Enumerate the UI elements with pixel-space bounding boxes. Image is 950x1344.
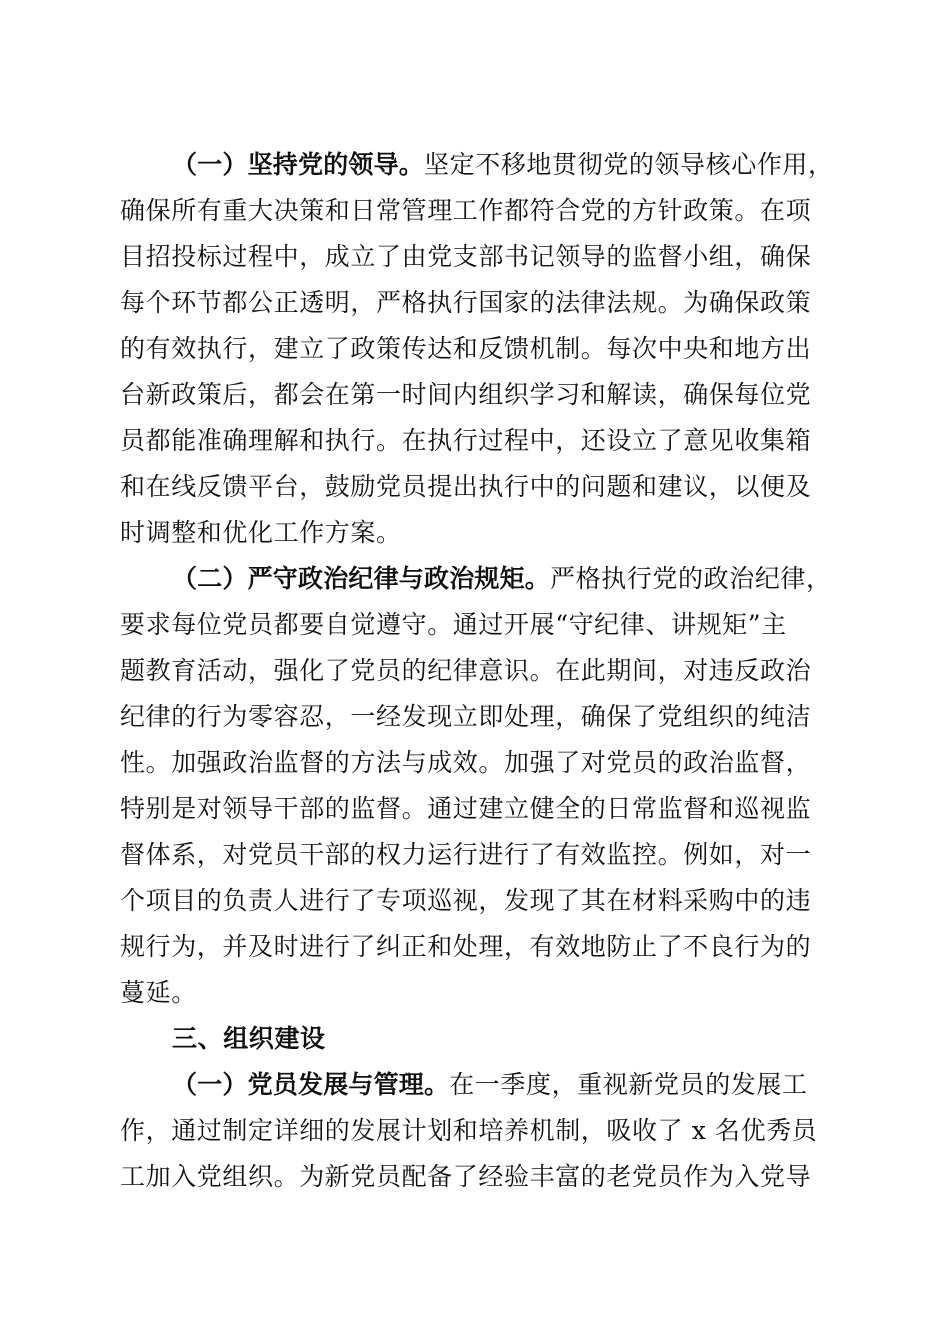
paragraph-line: 每个环节都公正透明，严格执行国家的法律法规。为确保政策 — [120, 288, 812, 317]
paragraph-line — [172, 150, 834, 180]
paragraph-line: 时调整和优化工作方案。 — [120, 518, 402, 547]
paragraph-title: （二）严守政治纪律与政治规矩。 — [172, 564, 551, 593]
paragraph-line — [172, 564, 832, 594]
paragraph-line: 个项目的负责人进行了专项巡视，发现了其在材料采购中的违 — [120, 886, 812, 915]
paragraph-line: 员都能准确理解和执行。在执行过程中，还设立了意见收集箱 — [120, 426, 812, 455]
paragraph-line: 台新政策后，都会在第一时间内组织学习和解读，确保每位党 — [120, 380, 812, 409]
paragraph-line: 督体系，对党员干部的权力运行进行了有效监控。例如，对一 — [120, 840, 812, 869]
paragraph-line: 蔓延。 — [120, 978, 197, 1007]
paragraph-line — [172, 1070, 808, 1100]
paragraph-line: 确保所有重大决策和日常管理工作都符合党的方针政策。在项 — [120, 196, 812, 225]
paragraph-line: 要求每位党员都要自觉遵守。通过开展“守纪律、讲规矩”主 — [120, 610, 787, 639]
paragraph-text: 在一季度，重视新党员的发展工 — [449, 1070, 808, 1099]
paragraph-line: 题教育活动，强化了党员的纪律意识。在此期间，对违反政治 — [120, 656, 812, 685]
paragraph-text: 严格执行党的政治纪律， — [550, 564, 832, 593]
paragraph-line: 的有效执行，建立了政策传达和反馈机制。每次中央和地方出 — [120, 334, 812, 363]
paragraph-title: （一）党员发展与管理。 — [172, 1070, 450, 1099]
paragraph-line: 工加入党组织。为新党员配备了经验丰富的老党员作为入党导 — [120, 1162, 812, 1191]
paragraph-line: 性。加强政治监督的方法与成效。加强了对党员的政治监督， — [120, 748, 812, 777]
paragraph-line: 规行为，并及时进行了纠正和处理，有效地防止了不良行为的 — [120, 932, 812, 961]
paragraph-line: 和在线反馈平台，鼓励党员提出执行中的问题和建议，以便及 — [120, 472, 812, 501]
paragraph-title: （一）坚持党的领导。 — [172, 150, 425, 179]
paragraph-line: 作，通过制定详细的发展计划和培养机制，吸收了 x 名优秀员 — [120, 1116, 818, 1145]
paragraph-text: 坚定不移地贯彻党的领导核心作用， — [424, 150, 834, 179]
paragraph-line: 纪律的行为零容忍，一经发现立即处理，确保了党组织的纯洁 — [120, 702, 812, 731]
paragraph-line: 目招投标过程中，成立了由党支部书记领导的监督小组，确保 — [120, 242, 812, 271]
section-heading: 三、组织建设 — [172, 1024, 326, 1053]
paragraph-line: 特别是对领导干部的监督。通过建立健全的日常监督和巡视监 — [120, 794, 812, 823]
